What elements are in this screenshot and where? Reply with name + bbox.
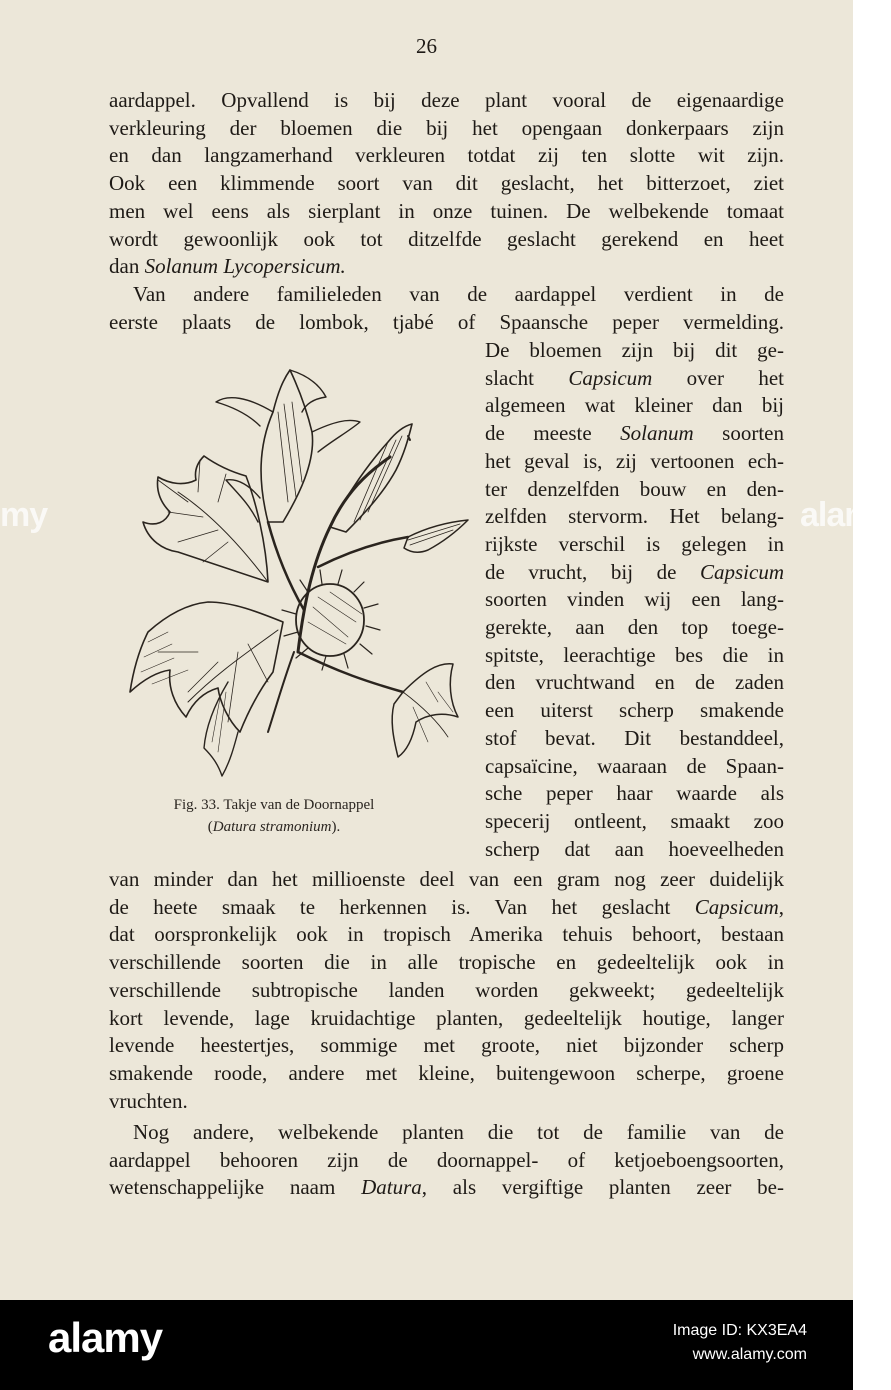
text-line: scherp dat aan hoeveelheden — [485, 836, 784, 861]
text-line: de meeste Solanum soorten — [485, 421, 784, 446]
text-line: levende heestertjes, sommige met groote, niet bijzonder scherp — [109, 1033, 784, 1058]
text-line: ter denzelfden bouw en den- — [485, 476, 784, 501]
text-line: verschillende subtropische landen worden gekweekt; gedeeltelijk — [109, 977, 784, 1002]
text-line: gerekte, aan den top toege- — [485, 615, 784, 640]
text-line: algemeen wat kleiner dan bij — [485, 393, 784, 418]
site-url-label: www.alamy.com — [692, 1346, 807, 1363]
text-line: wetenschappelijke naam Datura, als vergiftige planten zeer be- — [109, 1175, 785, 1200]
text-line: Nog andere, welbekende planten die tot de familie van de — [133, 1120, 784, 1144]
text-line: vruchten. — [109, 1088, 188, 1113]
watermark-left: my — [0, 496, 48, 534]
text-line: spitste, leerachtige bes die in — [485, 642, 784, 667]
paragraph-1 — [109, 87, 784, 281]
text-line: verkleuring der bloemen die bij het opengaan donkerpaars zijn — [109, 115, 784, 140]
species-name: Datura stramonium — [212, 819, 332, 835]
text-line: aardappel. Opvallend is bij deze plant vooral de eigenaardige — [109, 88, 784, 112]
paragraph-3 — [109, 1119, 784, 1202]
figure-datura — [108, 352, 478, 782]
text-line: De bloemen zijn bij dit ge- — [485, 338, 784, 362]
genus-name: Capsicum — [568, 365, 653, 390]
text-line: van minder dan het millioenste deel van een gram nog zeer duidelijk — [109, 867, 784, 891]
text-line: kort levende, lage kruidachtige planten, gedeeltelijk houtige, langer — [109, 1005, 784, 1030]
text-line: Ook een klimmende soort van dit geslacht, het bitterzoet, ziet — [109, 171, 784, 196]
paragraph-2-start — [109, 281, 784, 336]
text-line: en dan langzamerhand verkleuren totdat zij ten slotte wit zijn. — [109, 143, 784, 168]
text-line: wordt gewoonlijk ook tot ditzelfde geslacht gerekend en heet — [109, 226, 784, 251]
text-line: den vruchtwand en de zaden — [485, 670, 784, 695]
caption-line: (Datura stramonium). — [207, 819, 341, 835]
text-line: dat oorspronkelijk ook in tropisch Amerika tehuis behoort, bestaan — [109, 922, 784, 947]
text-line: de heete smaak te herkennen is. Van het geslacht Capsicum, — [109, 894, 784, 919]
text-line: dan Solanum Lycopersicum. — [109, 254, 346, 279]
text-line: verschillende soorten die in alle tropische en gedeeltelijk ook in — [109, 950, 784, 975]
text-line: rijkste verschil is gelegen in — [485, 531, 784, 556]
text-line: zelfden stervorm. Het belang- — [485, 504, 784, 529]
text-line: men wel eens als sierplant in onze tuinen. De welbekende tomaat — [109, 198, 784, 223]
watermark-right: alamy — [800, 496, 891, 534]
text-line: een uiterst scherp smakende — [485, 698, 784, 723]
text-line: aardappel behooren zijn de doornappel- of ketjoeboengsoorten, — [109, 1147, 784, 1172]
species-name: Solanum Lycopersicum. — [144, 254, 346, 279]
datura-illustration — [108, 352, 478, 782]
text-line: sche peper haar waarde als — [485, 781, 784, 806]
brand-logo: alamy — [48, 1314, 163, 1361]
text-line: de vrucht, bij de Capsicum — [485, 559, 784, 584]
caption-line: Fig. 33. Takje van de Doornappel — [173, 797, 375, 813]
text-line: slacht Capsicum over het — [485, 365, 784, 390]
genus-name: Solanum — [620, 421, 694, 446]
figure-caption — [108, 794, 440, 838]
text-line: smakende roode, andere met kleine, buitengewoon scherpe, groene — [109, 1060, 784, 1085]
genus-name: Capsicum — [700, 559, 784, 584]
genus-name: Datura — [361, 1175, 422, 1200]
text-line: stof bevat. Dit bestanddeel, — [485, 725, 784, 750]
text-line: specerij ontleent, smaakt zoo — [485, 808, 784, 833]
text-line: eerste plaats de lombok, tjabé of Spaansche peper vermelding. — [109, 309, 784, 334]
text-line: soorten vinden wij een lang- — [485, 587, 784, 612]
image-id-label: Image ID: KX3EA4 — [672, 1322, 807, 1339]
paragraph-2-side-column — [485, 337, 784, 863]
text-line: Van andere familieleden van de aardappel verdient in de — [133, 282, 784, 306]
text-line: het geval is, zij vertoonen ech- — [485, 448, 784, 473]
page-number: 26 — [416, 34, 437, 58]
paragraph-2-continuation — [109, 866, 784, 1115]
text-line: capsaïcine, waaraan de Spaan- — [485, 753, 784, 778]
genus-name: Capsicum — [694, 894, 779, 919]
